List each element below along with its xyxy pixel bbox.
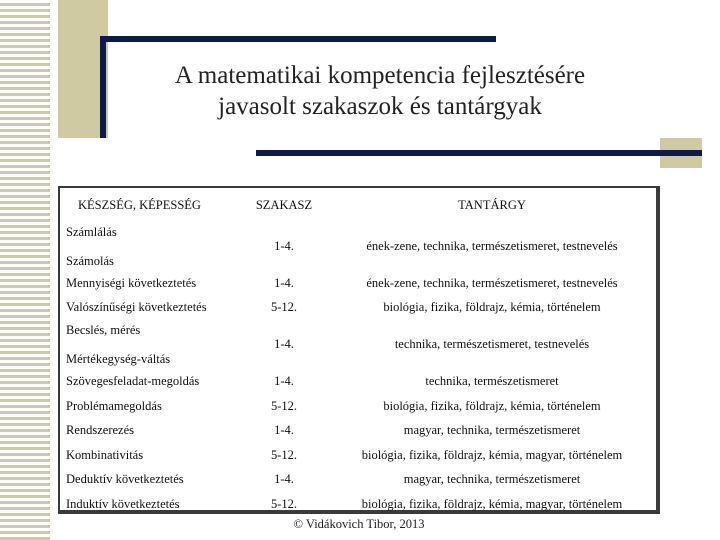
stage-cell: 5-12. [270, 300, 298, 315]
subject-cell: technika, természetismeret, testnevelés [394, 337, 590, 352]
table-row [60, 320, 656, 369]
stage-cell: 5-12. [270, 398, 298, 413]
page-title [100, 60, 660, 122]
table-row [60, 394, 656, 419]
subject-cell: biológia, fizika, földrajz, kémia, magyar, történelem [361, 496, 623, 511]
table-row [60, 271, 656, 296]
decorative-bar-bottom [256, 150, 702, 156]
stage-cell: 1-4. [274, 373, 294, 388]
stage-cell: 1-4. [274, 423, 294, 438]
skill-label: Rendszerezés [66, 423, 135, 438]
decorative-stripes [0, 0, 50, 540]
title-line-1: A matematikai kompetencia fejlesztésére [174, 62, 586, 89]
subject-cell: magyar, technika, természetismeret [403, 472, 581, 487]
stage-cell: 1-4. [274, 472, 294, 487]
skill-label: Induktív következtetés [66, 496, 180, 511]
table-row [60, 443, 656, 468]
subject-cell: biológia, fizika, földrajz, kémia, magyar, történelem [361, 447, 623, 462]
table-row [60, 468, 656, 493]
subject-cell: ének-zene, technika, természetismeret, testnevelés [366, 275, 618, 290]
subject-cell: biológia, fizika, földrajz, kémia, történelem [383, 300, 601, 315]
skill-label: Mennyiségi következtetés [66, 275, 197, 290]
stage-cell: 1-4. [274, 239, 294, 253]
subject-cell: biológia, fizika, földrajz, kémia, történelem [383, 398, 601, 413]
header-subject: TANTÁRGY [458, 197, 526, 212]
skill-label: Számolás [66, 253, 114, 268]
stage-cell: 5-12. [270, 496, 298, 511]
table-row [60, 369, 656, 394]
skill-label: Deduktív következtetés [66, 472, 184, 487]
subject-cell: technika, természetismeret [425, 373, 559, 388]
skill-label: Szövegesfeladat-megoldás [66, 373, 200, 388]
skill-label: Mértékegység-váltás [66, 351, 171, 366]
header-skill: KÉSZSÉG, KÉPESSÉG [78, 197, 201, 212]
subject-cell: magyar, technika, természetismeret [403, 423, 581, 438]
table-row [60, 492, 656, 517]
table-row [60, 222, 656, 271]
stage-cell: 5-12. [270, 447, 298, 462]
skill-label: Problémamegoldás [66, 398, 162, 413]
stage-cell: 1-4. [274, 337, 294, 352]
subject-cell: ének-zene, technika, természetismeret, testnevelés [366, 239, 618, 253]
skill-label: Valószínűségi következtetés [66, 300, 207, 315]
table-row [60, 296, 656, 321]
copyright-text: © Vidákovich Tibor, 2013 [293, 517, 425, 531]
skill-label: Számlálás [66, 224, 117, 239]
decorative-bar-top [100, 36, 496, 42]
skill-label: Kombinativitás [66, 447, 144, 462]
header-stage: SZAKASZ [255, 197, 313, 212]
competency-table [58, 186, 660, 514]
title-line-2: javasolt szakaszok és tantárgyak [218, 93, 542, 120]
table-row [60, 418, 656, 443]
skill-label: Becslés, mérés [66, 322, 141, 337]
stage-cell: 1-4. [274, 275, 294, 290]
